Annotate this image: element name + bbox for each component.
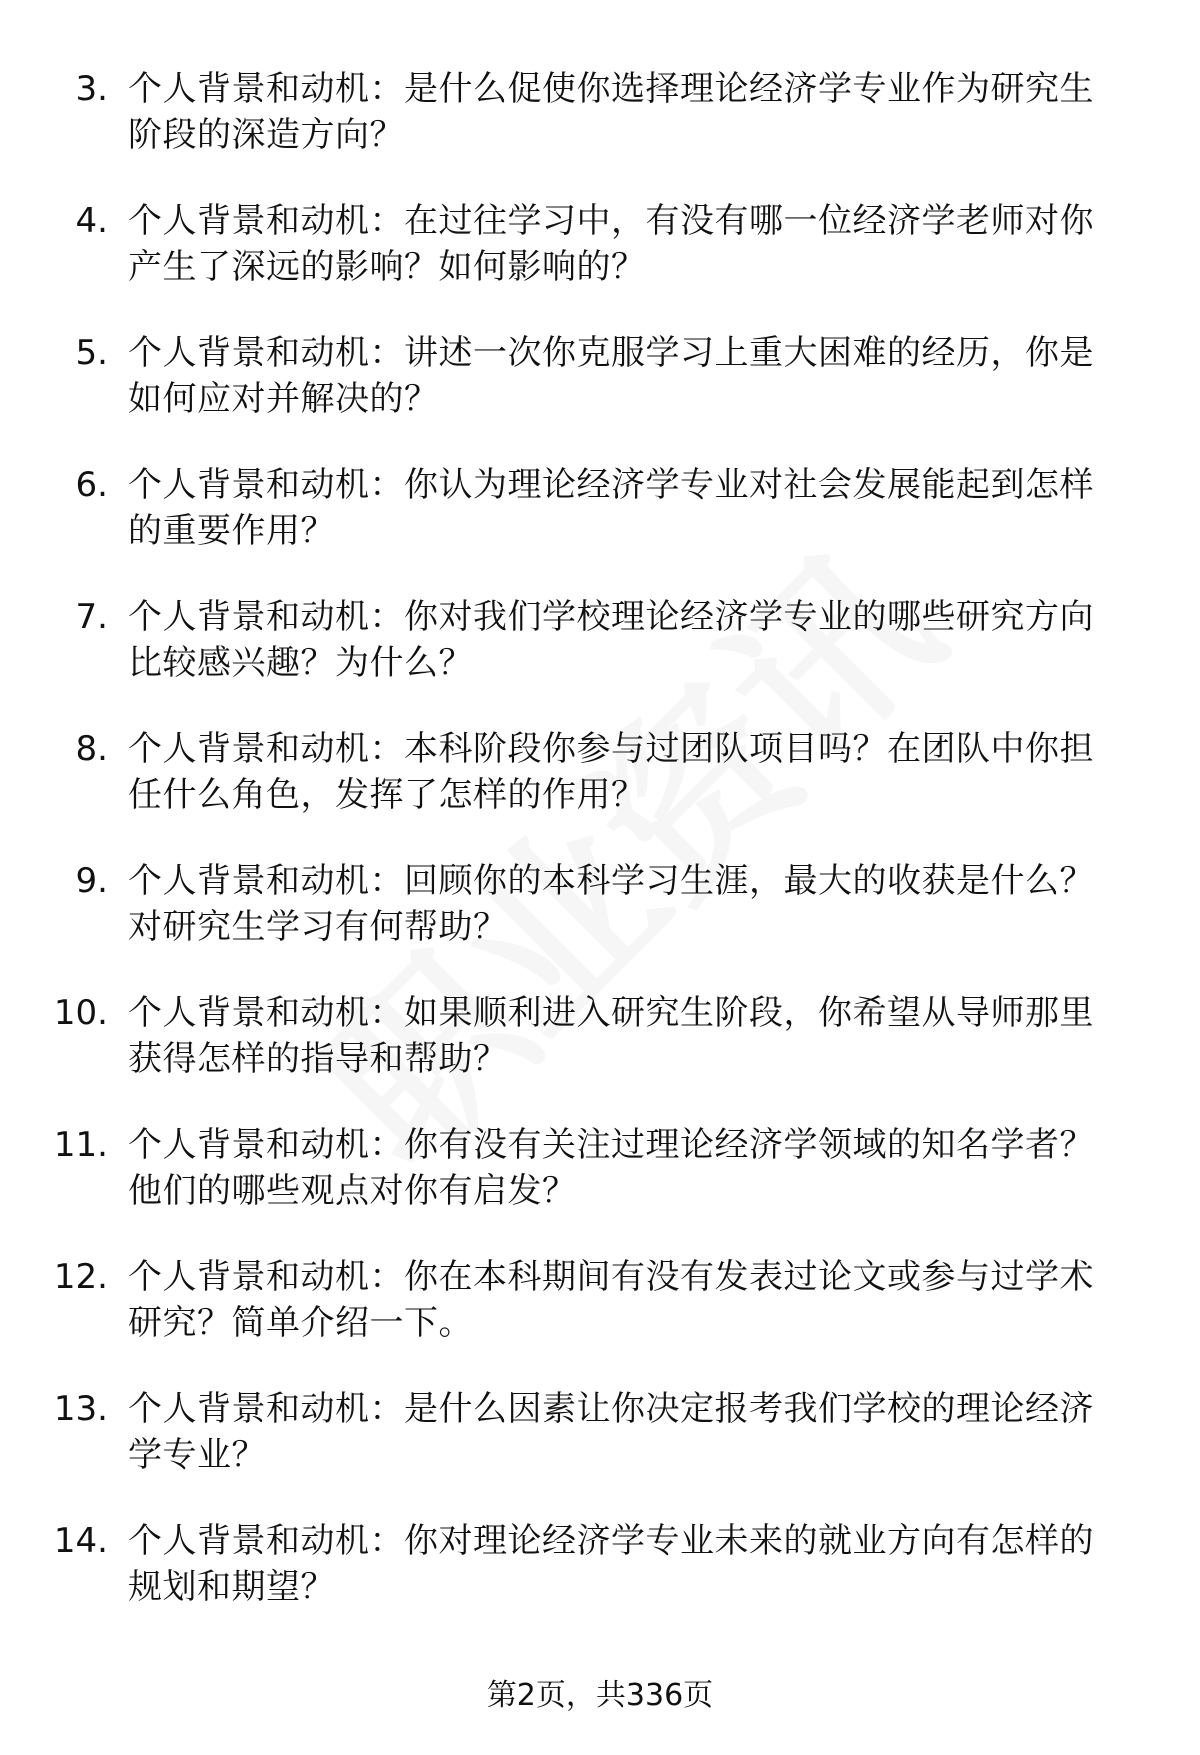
question-text: 个人背景和动机：讲述一次你克服学习上重大困难的经历，你是 如何应对并解决的？	[128, 333, 1094, 419]
page-number-label: 第2页，共336页	[486, 1678, 714, 1713]
question-number: 7.	[75, 597, 108, 637]
question-item	[0, 858, 1200, 990]
question-item	[0, 1122, 1200, 1254]
question-text: 个人背景和动机：你认为理论经济学专业对社会发展能起到怎样 的重要作用？	[128, 465, 1094, 551]
question-list	[0, 66, 1200, 1650]
question-text: 个人背景和动机：是什么因素让你决定报考我们学校的理论经济 学专业？	[128, 1389, 1094, 1475]
question-text: 个人背景和动机：是什么促使你选择理论经济学专业作为研究生 阶段的深造方向？	[128, 69, 1094, 155]
question-number: 14.	[53, 1521, 108, 1561]
question-number: 6.	[75, 465, 108, 505]
question-number: 8.	[75, 729, 108, 769]
question-text: 个人背景和动机：在过往学习中，有没有哪一位经济学老师对你 产生了深远的影响？如何影响的？	[128, 201, 1094, 287]
question-number: 12.	[53, 1257, 108, 1297]
question-item	[0, 594, 1200, 726]
question-number: 5.	[75, 333, 108, 373]
question-number: 10.	[53, 993, 108, 1033]
question-number: 13.	[53, 1389, 108, 1429]
question-text: 个人背景和动机：本科阶段你参与过团队项目吗？在团队中你担 任什么角色，发挥了怎样的作用？	[128, 729, 1094, 815]
question-item	[0, 462, 1200, 594]
question-text: 个人背景和动机：回顾你的本科学习生涯，最大的收获是什么？ 对研究生学习有何帮助？	[128, 861, 1094, 947]
question-item	[0, 1386, 1200, 1518]
question-item	[0, 1518, 1200, 1650]
question-item	[0, 726, 1200, 858]
page-footer	[0, 1676, 1200, 1716]
question-text: 个人背景和动机：你有没有关注过理论经济学领域的知名学者？ 他们的哪些观点对你有启发？	[128, 1125, 1094, 1211]
question-text: 个人背景和动机：如果顺利进入研究生阶段，你希望从导师那里 获得怎样的指导和帮助？	[128, 993, 1094, 1079]
question-number: 9.	[75, 861, 108, 901]
question-item	[0, 990, 1200, 1122]
question-text: 个人背景和动机：你对理论经济学专业未来的就业方向有怎样的 规划和期望？	[128, 1521, 1094, 1607]
question-number: 11.	[53, 1125, 108, 1165]
question-text: 个人背景和动机：你对我们学校理论经济学专业的哪些研究方向 比较感兴趣？为什么？	[128, 597, 1094, 683]
question-number: 4.	[75, 201, 108, 241]
question-item	[0, 66, 1200, 198]
question-item	[0, 1254, 1200, 1386]
question-item	[0, 330, 1200, 462]
question-number: 3.	[75, 69, 108, 109]
question-text: 个人背景和动机：你在本科期间有没有发表过论文或参与过学术 研究？简单介绍一下。	[128, 1257, 1094, 1343]
question-item	[0, 198, 1200, 330]
